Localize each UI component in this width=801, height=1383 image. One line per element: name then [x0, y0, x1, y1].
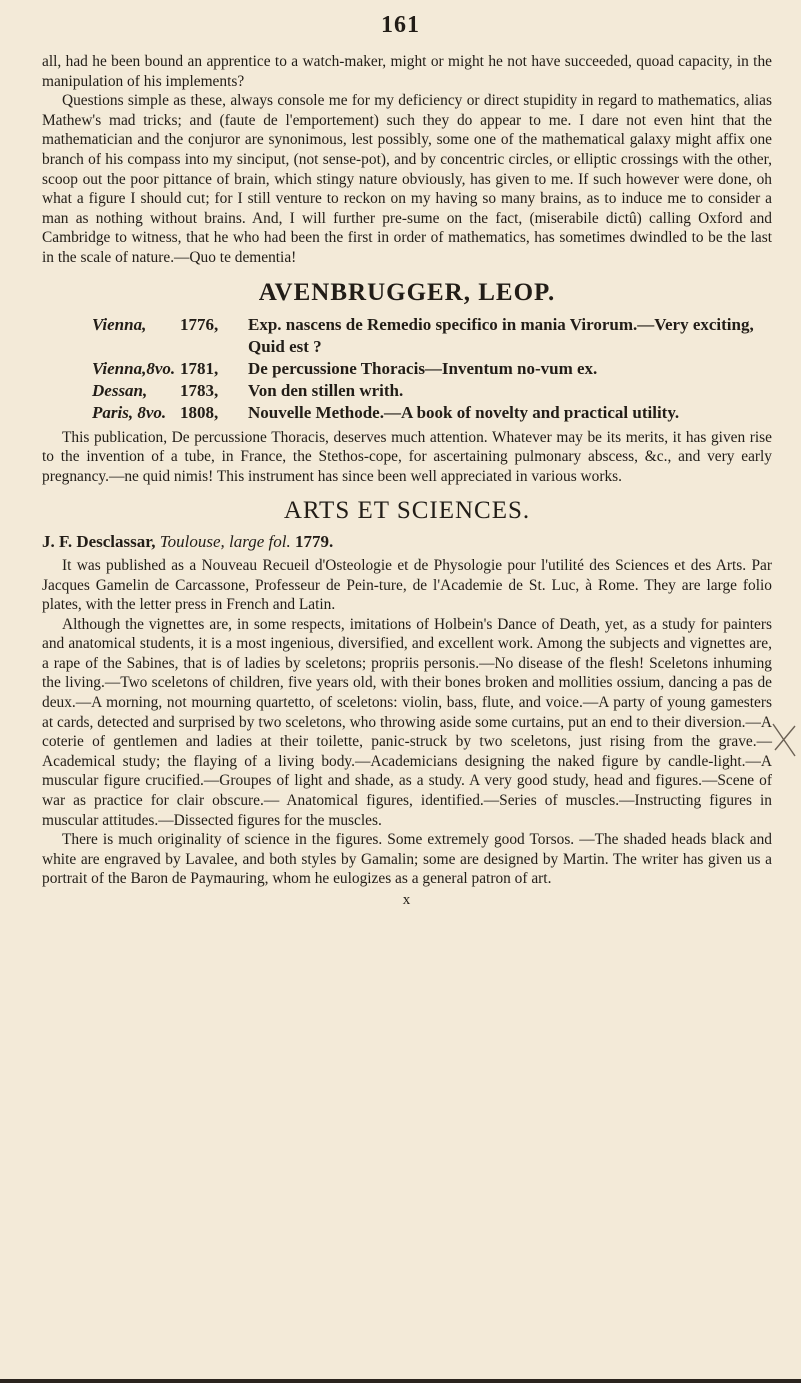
- bibliography-entry: [92, 358, 772, 380]
- bibliography-entry: [92, 314, 772, 358]
- page-number: 161: [381, 12, 420, 38]
- author-line: [42, 532, 772, 552]
- paragraph-mathematics: Questions simple as these, always console me for my deficiency or direct stupidity in regard to mathematics, alias Mathew's mad tricks; and (faute de l'emportement) such they do appear to me. I dare not even hint that the mathematician and the conjuror are synonimous, lest possibly, some one of the mathematical galaxy might affix one branch of his compass into my sinciput, (not sense-pot), and by concentric circles, or elliptic crossings with the other, scoop out the poor pittance of brain, which stingy nature obviously, has given to me. If such however were done, oh what a figure I should cut; for I still venture to reckon on my having so many brains, as to induce me to consider a man as nothing without brains. And, I will further pre-sume on the fact, (miserabile dictû) calling Oxford and Cambridge to witness, that he who had been the first in order of mathematics, has sometimes dwindled to be the last in the scale of nature.—Quo te dementia!: [42, 92, 772, 266]
- author-name: J. F. Desclassar,: [42, 532, 156, 552]
- margin-pencil-mark: [769, 720, 799, 760]
- paragraph-continuation: all, had he been bound an apprentice to a watch-maker, might or might he not have succeeded, quoad capacity, in the manipulation of his implements?: [42, 53, 772, 90]
- page-bottom-edge: [0, 1379, 801, 1383]
- publication-location: Toulouse, large fol.: [159, 532, 291, 552]
- entry-year: 1776,: [180, 314, 219, 334]
- entry-description: De percussione Thoracis—Inventum no-vum ex.: [248, 358, 598, 378]
- entry-year: 1808,: [180, 402, 219, 422]
- entry-place: Vienna,8vo.: [92, 358, 176, 378]
- page-body: [42, 52, 772, 911]
- paragraph-recueil: It was published as a Nouveau Recueil d'Osteologie et de Physologie pour l'utilité des Sciences et des Arts. Par Jacques Gamelin de Carcassone, Professeur de Pein-ture, de l'Academie de St. Luc, à Rome. They are large folio plates, with the letter press in French and Latin.: [42, 556, 772, 614]
- entry-place: Paris, 8vo.: [92, 402, 167, 422]
- entry-year: 1781,: [180, 358, 219, 378]
- entry-description: Exp. nascens de Remedio specifico in mania Virorum.—Very exciting, Quid est ?: [248, 314, 754, 356]
- entry-place: Dessan,: [92, 380, 148, 400]
- entry-description: Nouvelle Methode.—A book of novelty and practical utility.: [248, 402, 680, 422]
- bibliography-entry: [92, 402, 772, 424]
- publication-year: 1779.: [294, 532, 334, 552]
- bibliography-entries: [42, 314, 772, 424]
- bibliography-entry: [92, 380, 772, 402]
- signature-mark: x: [402, 892, 412, 908]
- entry-description: Von den stillen writh.: [248, 380, 404, 400]
- section-heading-avenbrugger: AVENBRUGGER, LEOP.: [258, 278, 556, 306]
- paragraph-originality: There is much originality of science in the figures. Some extremely good Torsos. —The shaded heads black and white are engraved by Lavalee, and both styles by Gamalin; some are designed by Martin. The writer has given us a portrait of the Baron de Paymauring, whom he eulogizes as a general patron of art.: [42, 831, 772, 888]
- entry-place: Vienna,: [92, 314, 147, 334]
- paragraph-percussione: This publication, De percussione Thoracis, deserves much attention. Whatever may be its merits, it has given rise to the invention of a tube, in France, the Stethos-cope, for ascertaining pulmonary abscess, &c., and very early pregnancy.—ne quid nimis! This instrument has since been well appreciated in various works.: [42, 428, 772, 485]
- section-heading-arts-et-sciences: ARTS ET SCIENCES.: [283, 497, 531, 525]
- entry-year: 1783,: [180, 380, 219, 400]
- paragraph-vignettes: Although the vignettes are, in some respects, imitations of Holbein's Dance of Death, yet, as a study for painters and anatomical students, it is a most ingenious, diversified, and excellent work. Among the subjects and vignettes are, a rape of the Sabines, that is of ladies by sceletons; propriis personis.—No disease of the flesh! Sceletons inhuming the living.—Two sceletons of children, five years old, with their bones broken and mollities ossium, dancing a pas de deux.—A morning, not mourning quartetto, of sceletons: violin, bass, flute, and voice.—A party of young gamesters at cards, detected and surprised by two sceletons, who throwing aside some curtains, put an end to their diversion.—A coterie of gentlemen and ladies at their toilette, panic-struck by two sceletons, just rising from the grave.—Academical study; the flaying of a living body.—Academicians designing the naked figure by candle-light.—A muscular figure crucified.—Groupes of light and shade, as a study. A very good study, head and figures.—Scene of war as practice for clair obscure.— Anatomical figures, identified.—Series of muscles.—Instructing figures in muscular attitudes.—Dissected figures for the muscles.: [42, 615, 772, 829]
